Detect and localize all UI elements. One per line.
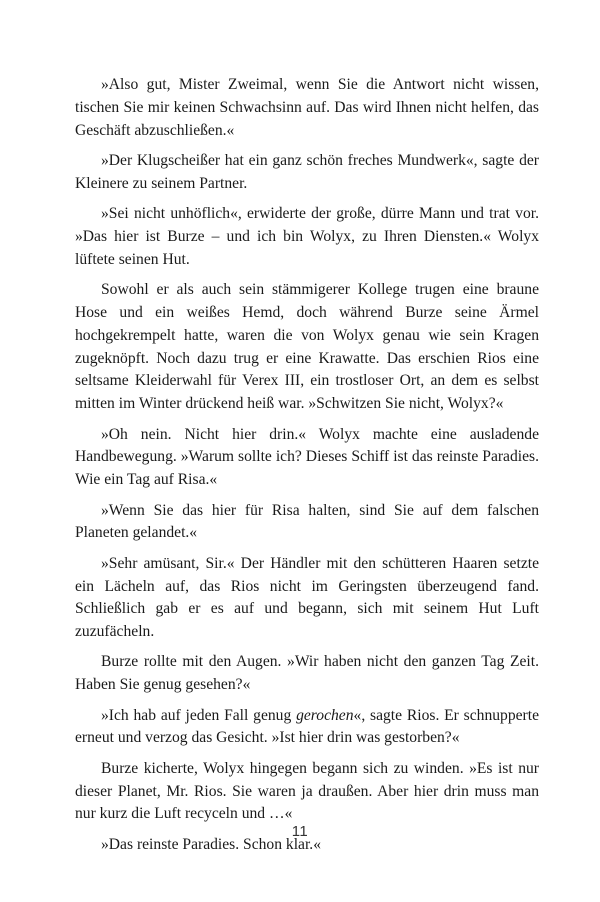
paragraph: Sowohl er als auch sein stämmigerer Kollege trugen eine braune Hose und ein weißes Hemd, doch während Burze seine Ärmel hochgekrempelt hatte, waren die von Wolyx genau wie sein Kragen zugeknöpft. Noch dazu trug er eine Krawatte. Das erschien Rios eine seltsame Kleiderwahl für Verex III, ein trostloser Ort, an dem es selbst mitten im Winter drückend heiß war. »Schwitzen Sie nicht, Wolyx?« xyxy=(75,281,539,413)
paragraph-text: »Ich hab auf jeden Fall genug xyxy=(101,706,297,724)
paragraph: »Also gut, Mister Zweimal, wenn Sie die Antwort nicht wissen, tischen Sie mir keinen Schwachsinn auf. Das wird Ihnen nicht helfen, das Geschäft abzuschließen.« xyxy=(75,76,539,139)
paragraph: »Oh nein. Nicht hier drin.« Wolyx machte eine ausladende Handbewegung. »Warum sollte ich? Dieses Schiff ist das reinste Paradies. Wie ein Tag auf Risa.« xyxy=(75,425,539,489)
emphasized-word: gerochen xyxy=(296,706,354,724)
paragraph xyxy=(75,705,539,751)
book-page-text xyxy=(75,74,539,857)
paragraph: »Sei nicht unhöflich«, erwiderte der große, dürre Mann und trat vor. »Das hier ist Burze – und ich bin Wolyx, zu Ihren Diensten.« Wolyx lüftete seinen Hut. xyxy=(75,205,539,268)
page-number: 11 xyxy=(291,823,309,840)
paragraph-text: «, sagte Rios. Er schnupperte erneut und verzog das Gesicht. »Ist hier drin was gestorben?« xyxy=(75,706,539,747)
paragraph: »Sehr amüsant, Sir.« Der Händler mit den schütteren Haaren setzte ein Lächeln auf, das Rios nicht im Geringsten überzeugend fand. Schließlich gab er es auf und begann, sich mit seinem Hut Luft zuzufächeln. xyxy=(75,554,539,641)
paragraph: Burze kicherte, Wolyx hingegen begann sich zu winden. »Es ist nur dieser Planet, Mr. Rios. Sie waren ja draußen. Aber hier drin muss man nur kurz die Luft recyceln und …« xyxy=(75,759,539,823)
paragraph: Burze rollte mit den Augen. »Wir haben nicht den ganzen Tag Zeit. Haben Sie genug gesehen?« xyxy=(75,653,539,694)
paragraph: »Wenn Sie das hier für Risa halten, sind Sie auf dem falschen Planeten gelandet.« xyxy=(75,501,539,542)
paragraph: »Der Klugscheißer hat ein ganz schön freches Mundwerk«, sagte der Kleinere zu seinem Partner. xyxy=(75,151,539,192)
paragraph: »Das reinste Paradies. Schon klar.« xyxy=(101,835,321,853)
